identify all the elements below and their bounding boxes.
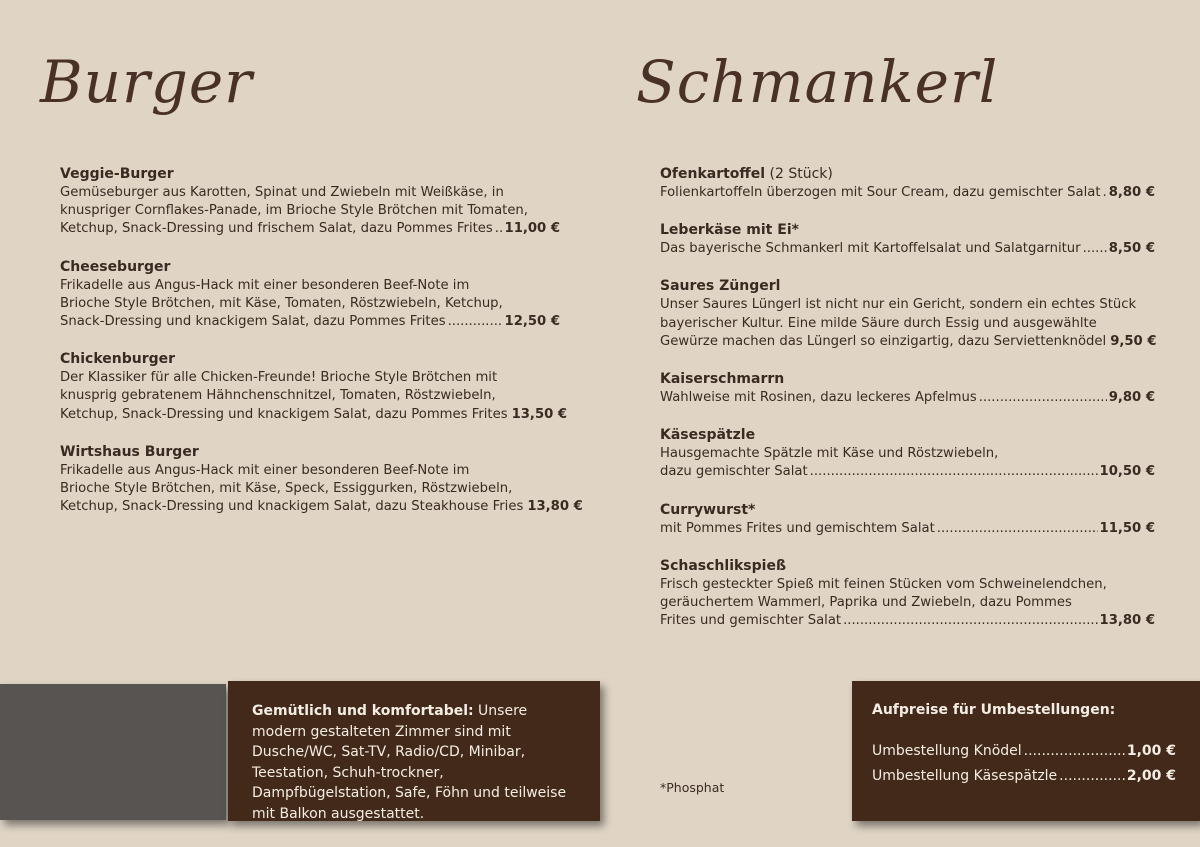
menu-item [60, 443, 583, 517]
menu-item-title: Chickenburger [60, 351, 176, 368]
rooms-info-panel [228, 681, 600, 821]
schmankerl-section-title: Schmankerl [636, 48, 999, 116]
menu-item-price: 9,50 € [1110, 333, 1157, 349]
menu-item-title: Kaiserschmarrn [660, 371, 785, 388]
menu-item-title: Käsespätzle [660, 427, 756, 444]
menu-item-description-line: Gemüseburger aus Karotten, Spinat und Zwiebeln mit Weißkäse, in [60, 185, 504, 200]
menu-item-title: Veggie-Burger [60, 166, 174, 182]
menu-item-title: Saures Züngerl [660, 278, 781, 295]
menu-item-title: Cheeseburger [60, 258, 171, 275]
surcharge-row [872, 764, 1176, 789]
menu-item-name [660, 165, 1155, 184]
rooms-info-heading: Gemütlich und komfortabel: [252, 703, 474, 719]
surcharge-row [872, 739, 1176, 764]
menu-item-title: Currywurst* [660, 501, 756, 518]
menu-item-quantity: (2 Stück) [765, 166, 833, 182]
menu-item-price-row [60, 498, 583, 516]
rooms-info-body: Unsere modern gestalteten Zimmer sind mit Dusche/WC, Sat-TV, Radio/CD, Minibar, Teestation, Schuh-trockner, Dampfbügelstation, Safe, Föhn und teilweise mit Balkon ausgestattet. [252, 703, 567, 822]
menu-item-name [660, 277, 1155, 296]
menu-item-title: Ofenkartoffel [660, 166, 766, 182]
menu-item [660, 426, 1155, 481]
menu-item [660, 277, 1155, 351]
menu-item-description-line: Frisch gesteckter Spieß mit feinen Stücken vom Schweinelendchen, [660, 576, 1107, 592]
menu-item-description-line: Ketchup, Snack-Dressing und knackigem Salat, dazu Pommes Frites [60, 406, 508, 422]
dot-leader [937, 520, 1098, 538]
surcharge-panel [852, 681, 1200, 821]
menu-item-price-row [660, 612, 1155, 630]
menu-item-name [60, 165, 560, 184]
menu-item-title: Leberkäse mit Ei* [660, 222, 799, 239]
menu-item-description-line: Hausgemachte Spätzle mit Käse und Röstzwiebeln, [660, 446, 999, 462]
dot-leader [1059, 764, 1125, 789]
menu-item-description-line: Das bayerische Schmankerl mit Kartoffelsalat und Salatgarnitur [660, 241, 1081, 257]
menu-item-price-row [660, 520, 1155, 538]
rooms-info-text [252, 701, 582, 824]
burger-menu-list [60, 165, 583, 535]
menu-item-price: 9,80 € [1108, 390, 1155, 406]
menu-item-description-line: mit Pommes Frites und gemischtem Salat [660, 520, 935, 536]
menu-item-name [660, 370, 1155, 389]
menu-item-price: 11,00 € [504, 221, 560, 237]
surcharge-label: Umbestellung Käsespätzle [872, 768, 1058, 784]
dot-leader [843, 612, 1097, 630]
menu-item-name [60, 443, 560, 462]
menu-item-price-row [660, 184, 1155, 202]
menu-item-description-line: geräuchertem Wammerl, Paprika und Zwiebeln, dazu Pommes [660, 595, 1072, 611]
menu-item-description-line: Frites und gemischter Salat [660, 613, 842, 629]
menu-item [60, 350, 568, 424]
menu-item-price: 8,50 € [1108, 241, 1155, 257]
menu-item-description-line: dazu gemischter Salat [660, 464, 808, 480]
menu-item-price: 13,80 € [527, 499, 583, 515]
footnote: *Phosphat [660, 780, 725, 795]
schmankerl-menu-list [660, 165, 1155, 649]
menu-item-price-row [660, 463, 1155, 481]
menu-item-name [660, 221, 1155, 240]
surcharge-list [872, 739, 1176, 789]
menu-item-description-line: Ketchup, Snack-Dressing und knackigem Salat, dazu Steakhouse Fries [60, 499, 524, 515]
menu-item-description-line: Brioche Style Brötchen, mit Käse, Speck, Essiggurken, Röstzwiebeln, [60, 481, 513, 497]
menu-item [660, 557, 1155, 631]
menu-item [60, 258, 560, 332]
grey-image-placeholder [0, 684, 226, 820]
menu-item-description-line: Ketchup, Snack-Dressing und frischem Salat, dazu Pommes Frites [60, 221, 493, 237]
menu-item-description-line: Folienkartoffeln überzogen mit Sour Cream, dazu gemischter Salat [660, 185, 1101, 200]
menu-item-description-line: knuspriger Cornflakes-Panade, im Brioche Style Brötchen mit Tomaten, [60, 203, 528, 219]
menu-item [660, 165, 1155, 202]
surcharge-price: 2,00 € [1126, 768, 1176, 784]
menu-item-price: 11,50 € [1099, 520, 1155, 536]
menu-item-description-line: Wahlweise mit Rosinen, dazu leckeres Apfelmus [660, 390, 977, 406]
menu-item-price: 10,50 € [1099, 464, 1155, 480]
menu-item-description-line: bayerischer Kultur. Eine milde Säure durch Essig und ausgewählte [660, 315, 1097, 331]
dot-leader [979, 389, 1107, 407]
dot-leader [1103, 184, 1107, 202]
dot-leader [810, 463, 1098, 481]
menu-item-price: 13,50 € [511, 406, 568, 422]
menu-item-description-line: knusprig gebratenem Hähnchenschnitzel, Tomaten, Röstzwiebeln, [60, 388, 496, 404]
dot-leader [495, 220, 503, 238]
menu-item-name [60, 258, 560, 277]
menu-item-description-line: Unser Saures Lüngerl ist nicht nur ein Gericht, sondern ein echtes Stück [660, 297, 1137, 313]
menu-item-price-row [60, 313, 560, 331]
menu-item-title: Schaschlikspieß [660, 557, 787, 574]
dot-leader [1024, 739, 1125, 764]
menu-item-price-row [660, 389, 1155, 407]
menu-item-description-line: Gewürze machen das Lüngerl so einzigartig, dazu Serviettenknödel [660, 333, 1107, 349]
menu-item [660, 221, 1155, 258]
menu-item-name [660, 501, 1155, 520]
dot-leader [448, 313, 503, 331]
dot-leader [1083, 240, 1107, 258]
menu-item-price-row [660, 240, 1155, 258]
menu-item-price: 8,80 € [1108, 185, 1155, 200]
menu-item-price-row [60, 406, 568, 424]
menu-item-description-line: Frikadelle aus Angus-Hack mit einer besonderen Beef-Note im [60, 462, 470, 478]
menu-item-description-line: Brioche Style Brötchen, mit Käse, Tomaten, Röstzwiebeln, Ketchup, [60, 295, 503, 311]
menu-item-price-row [660, 333, 1155, 351]
menu-item-price: 12,50 € [504, 314, 560, 330]
surcharge-label: Umbestellung Knödel [872, 743, 1022, 759]
menu-item-description-line: Der Klassiker für alle Chicken-Freunde! Brioche Style Brötchen mit [60, 370, 498, 386]
surcharge-title: Aufpreise für Umbestellungen: [872, 702, 1116, 718]
menu-item-price-row [60, 220, 560, 238]
menu-item-price: 13,80 € [1099, 613, 1155, 629]
menu-item-description-line: Snack-Dressing und knackigem Salat, dazu Pommes Frites [60, 314, 446, 330]
menu-item-title: Wirtshaus Burger [60, 443, 199, 460]
menu-item-name [660, 557, 1155, 576]
menu-item [660, 370, 1155, 407]
surcharge-price: 1,00 € [1126, 743, 1176, 759]
menu-item-description-line: Frikadelle aus Angus-Hack mit einer besonderen Beef-Note im [60, 277, 470, 293]
menu-item [60, 165, 560, 239]
burger-section-title: Burger [40, 48, 253, 116]
menu-item-name [60, 350, 560, 369]
menu-item [660, 501, 1155, 538]
menu-item-name [660, 426, 1155, 445]
